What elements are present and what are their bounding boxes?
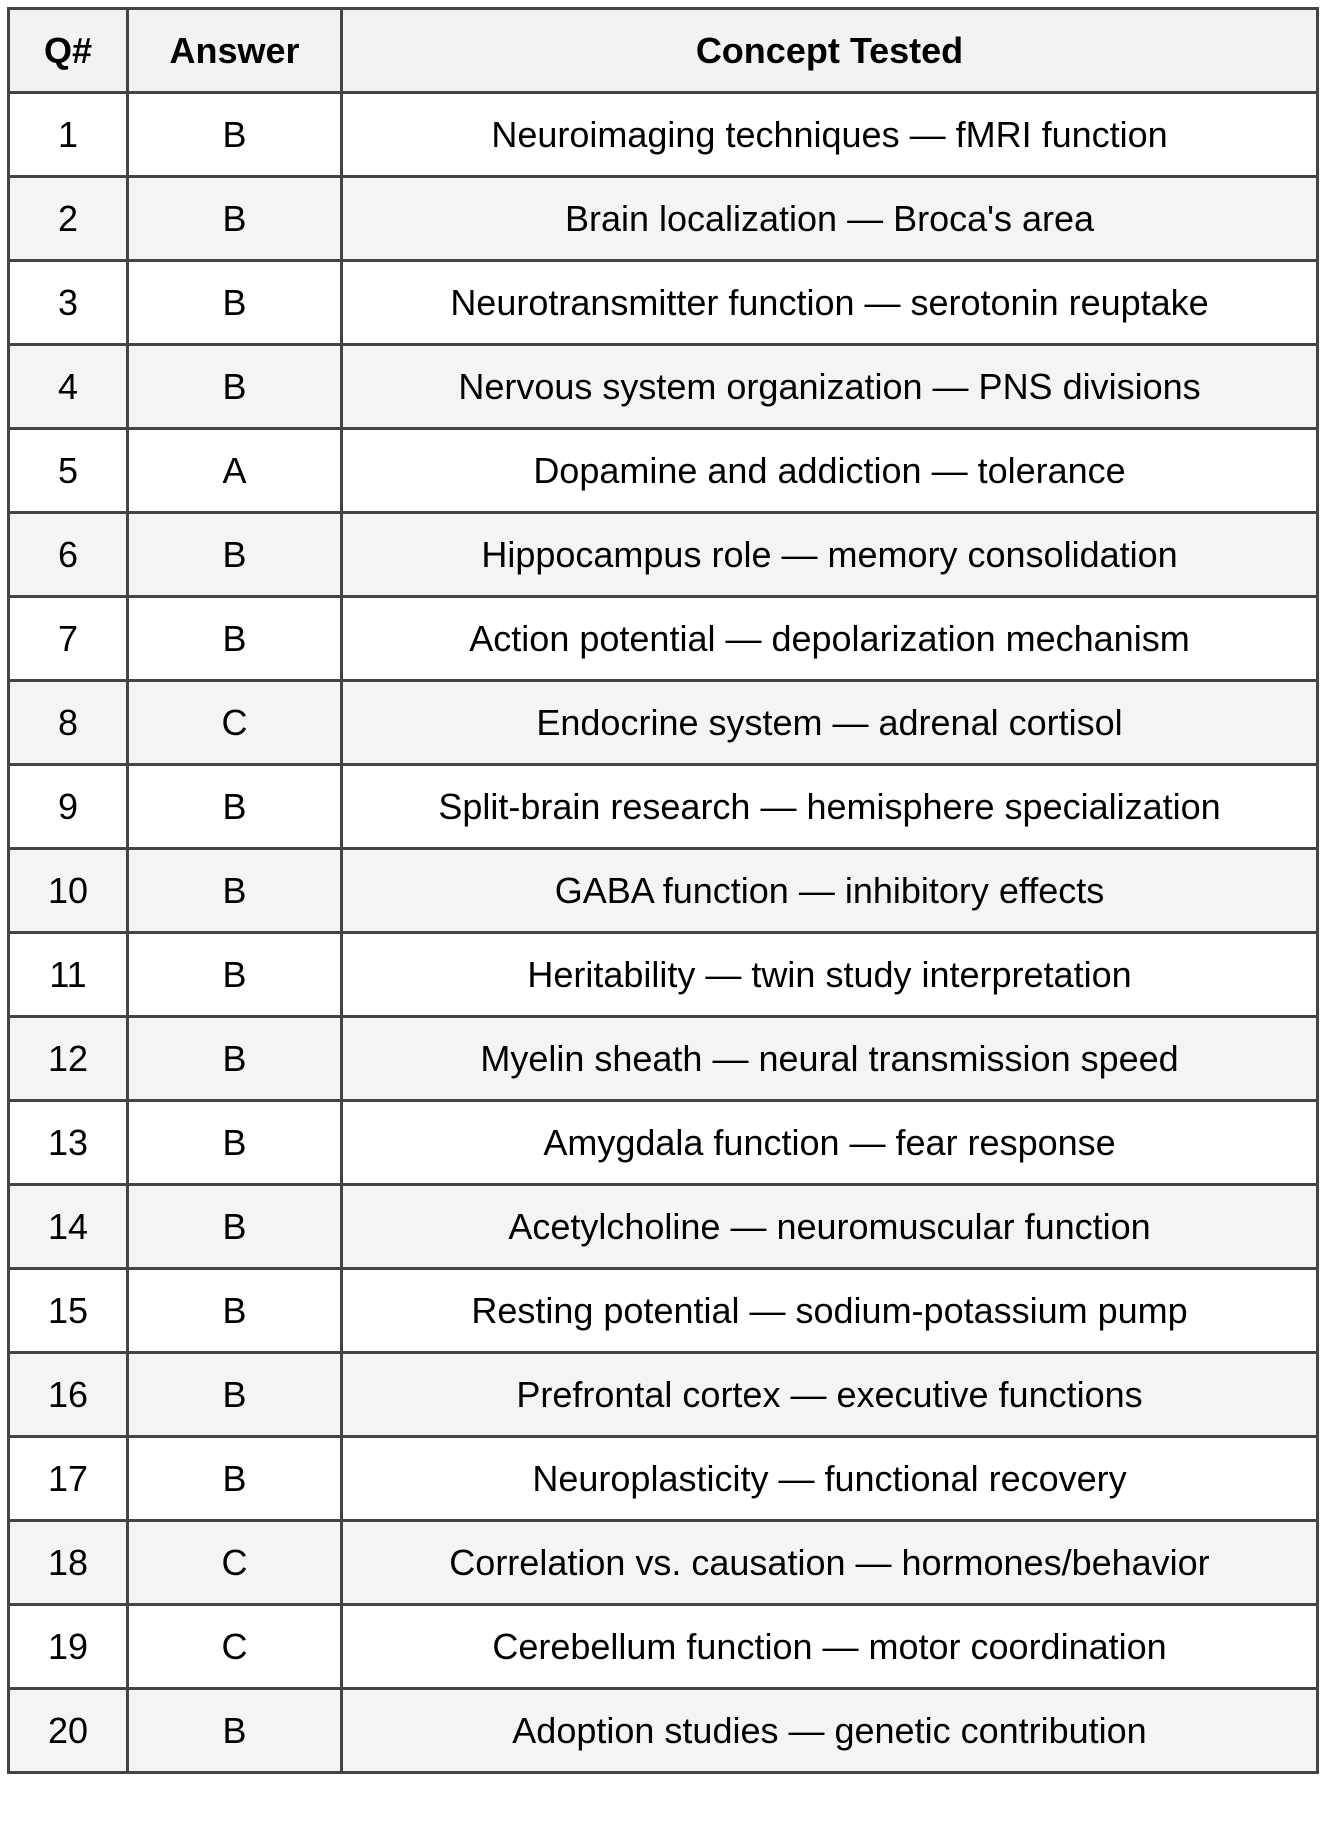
table-row — [9, 513, 1318, 597]
table-row — [9, 1605, 1318, 1689]
answer-cell: B — [128, 1101, 342, 1185]
answer-cell: B — [128, 1269, 342, 1353]
concept-cell: Amygdala function — fear response — [342, 1101, 1318, 1185]
concept-cell: Myelin sheath — neural transmission speed — [342, 1017, 1318, 1101]
answer-cell: B — [128, 849, 342, 933]
table-row — [9, 345, 1318, 429]
table-row — [9, 1185, 1318, 1269]
table-row — [9, 93, 1318, 177]
answer-cell: C — [128, 1605, 342, 1689]
question-number-cell: 11 — [9, 933, 128, 1017]
question-number-cell: 4 — [9, 345, 128, 429]
answer-cell: B — [128, 513, 342, 597]
answer-cell: C — [128, 681, 342, 765]
question-number-cell: 16 — [9, 1353, 128, 1437]
question-number-cell: 6 — [9, 513, 128, 597]
table-row — [9, 765, 1318, 849]
concept-cell: Endocrine system — adrenal cortisol — [342, 681, 1318, 765]
answer-cell: A — [128, 429, 342, 513]
question-number-cell: 3 — [9, 261, 128, 345]
table-row — [9, 1269, 1318, 1353]
answer-cell: B — [128, 765, 342, 849]
concept-cell: Adoption studies — genetic contribution — [342, 1689, 1318, 1773]
concept-cell: Hippocampus role — memory consolidation — [342, 513, 1318, 597]
answer-cell: B — [128, 177, 342, 261]
table-row — [9, 1437, 1318, 1521]
concept-cell: Neuroplasticity — functional recovery — [342, 1437, 1318, 1521]
question-number-cell: 5 — [9, 429, 128, 513]
question-number-cell: 2 — [9, 177, 128, 261]
answer-cell: B — [128, 261, 342, 345]
table-row — [9, 1017, 1318, 1101]
table-row — [9, 261, 1318, 345]
question-number-cell: 8 — [9, 681, 128, 765]
concept-cell: Action potential — depolarization mechanism — [342, 597, 1318, 681]
header-question-number: Q# — [9, 9, 128, 93]
table-row — [9, 597, 1318, 681]
table-row — [9, 849, 1318, 933]
table-row — [9, 933, 1318, 1017]
table-header — [9, 9, 1318, 93]
concept-cell: Resting potential — sodium-potassium pump — [342, 1269, 1318, 1353]
question-number-cell: 12 — [9, 1017, 128, 1101]
answer-cell: B — [128, 1689, 342, 1773]
question-number-cell: 20 — [9, 1689, 128, 1773]
question-number-cell: 7 — [9, 597, 128, 681]
table-row — [9, 1101, 1318, 1185]
question-number-cell: 17 — [9, 1437, 128, 1521]
concept-cell: Prefrontal cortex — executive functions — [342, 1353, 1318, 1437]
concept-cell: Heritability — twin study interpretation — [342, 933, 1318, 1017]
concept-cell: Split-brain research — hemisphere specialization — [342, 765, 1318, 849]
header-row — [9, 9, 1318, 93]
answer-cell: B — [128, 597, 342, 681]
table-row — [9, 1353, 1318, 1437]
question-number-cell: 10 — [9, 849, 128, 933]
header-answer: Answer — [128, 9, 342, 93]
concept-cell: Neurotransmitter function — serotonin reuptake — [342, 261, 1318, 345]
question-number-cell: 9 — [9, 765, 128, 849]
answer-cell: B — [128, 345, 342, 429]
answer-cell: B — [128, 1437, 342, 1521]
concept-cell: GABA function — inhibitory effects — [342, 849, 1318, 933]
concept-cell: Cerebellum function — motor coordination — [342, 1605, 1318, 1689]
concept-cell: Brain localization — Broca's area — [342, 177, 1318, 261]
table-body — [9, 93, 1318, 1773]
header-concept-tested: Concept Tested — [342, 9, 1318, 93]
question-number-cell: 19 — [9, 1605, 128, 1689]
table-row — [9, 681, 1318, 765]
concept-cell: Dopamine and addiction — tolerance — [342, 429, 1318, 513]
answer-cell: B — [128, 1353, 342, 1437]
answer-key-table — [7, 7, 1319, 1774]
question-number-cell: 1 — [9, 93, 128, 177]
concept-cell: Neuroimaging techniques — fMRI function — [342, 93, 1318, 177]
answer-cell: C — [128, 1521, 342, 1605]
question-number-cell: 15 — [9, 1269, 128, 1353]
concept-cell: Correlation vs. causation — hormones/behavior — [342, 1521, 1318, 1605]
table-row — [9, 177, 1318, 261]
question-number-cell: 14 — [9, 1185, 128, 1269]
answer-cell: B — [128, 93, 342, 177]
table-row — [9, 1521, 1318, 1605]
question-number-cell: 18 — [9, 1521, 128, 1605]
answer-cell: B — [128, 1185, 342, 1269]
concept-cell: Acetylcholine — neuromuscular function — [342, 1185, 1318, 1269]
answer-cell: B — [128, 933, 342, 1017]
table-row — [9, 1689, 1318, 1773]
table-row — [9, 429, 1318, 513]
question-number-cell: 13 — [9, 1101, 128, 1185]
concept-cell: Nervous system organization — PNS divisions — [342, 345, 1318, 429]
answer-cell: B — [128, 1017, 342, 1101]
